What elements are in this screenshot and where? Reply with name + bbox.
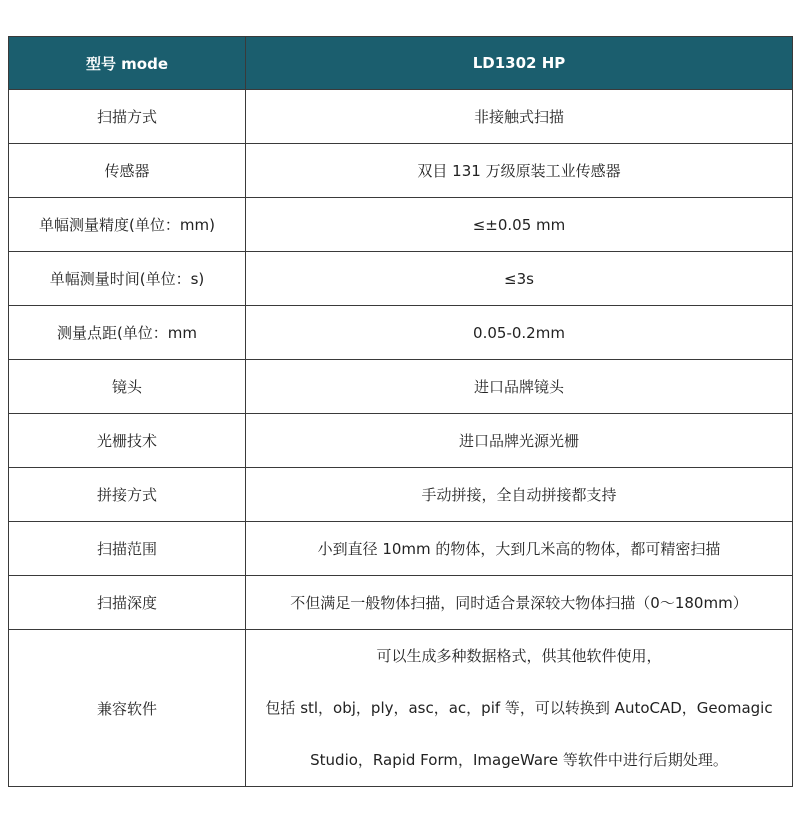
row-label: 镜头	[9, 360, 246, 414]
row-value: 不但满足一般物体扫描，同时适合景深较大物体扫描（0～180mm）	[246, 576, 793, 630]
row-label: 拼接方式	[9, 468, 246, 522]
row-label: 单幅测量精度(单位：mm)	[9, 198, 246, 252]
table-row	[9, 468, 793, 522]
table-row	[9, 414, 793, 468]
header-model-value: LD1302 HP	[246, 37, 793, 90]
row-label: 测量点距(单位：mm	[9, 306, 246, 360]
table-row	[9, 360, 793, 414]
compat-line: 可以生成多种数据格式，供其他软件使用，	[376, 647, 662, 665]
table-row-compat	[9, 630, 793, 787]
row-value: 进口品牌镜头	[246, 360, 793, 414]
row-value: ≤3s	[246, 252, 793, 306]
header-model-label: 型号 mode	[9, 37, 246, 90]
row-label: 传感器	[9, 144, 246, 198]
row-value: 0.05-0.2mm	[246, 306, 793, 360]
table-row	[9, 576, 793, 630]
row-value: 非接触式扫描	[246, 90, 793, 144]
spec-table	[8, 36, 793, 787]
row-value: 双目 131 万级原装工业传感器	[246, 144, 793, 198]
row-label: 光栅技术	[9, 414, 246, 468]
row-value: ≤±0.05 mm	[246, 198, 793, 252]
table-row	[9, 306, 793, 360]
compat-line: 包括 stl，obj，ply，asc，ac，pif 等，可以转换到 AutoCAD，Geomagic	[265, 699, 773, 717]
row-label: 扫描方式	[9, 90, 246, 144]
table-row	[9, 144, 793, 198]
row-label: 扫描深度	[9, 576, 246, 630]
compat-label: 兼容软件	[9, 630, 246, 787]
row-value: 进口品牌光源光栅	[246, 414, 793, 468]
table-row	[9, 90, 793, 144]
row-value: 手动拼接，全自动拼接都支持	[246, 468, 793, 522]
row-label: 单幅测量时间(单位：s)	[9, 252, 246, 306]
compat-lines	[246, 630, 792, 786]
compat-line: Studio，Rapid Form，ImageWare 等软件中进行后期处理。	[310, 751, 728, 769]
table-header-row	[9, 37, 793, 90]
compat-value	[246, 630, 793, 787]
row-value: 小到直径 10mm 的物体，大到几米高的物体，都可精密扫描	[246, 522, 793, 576]
table-row	[9, 198, 793, 252]
table-row	[9, 522, 793, 576]
row-label: 扫描范围	[9, 522, 246, 576]
table-row	[9, 252, 793, 306]
